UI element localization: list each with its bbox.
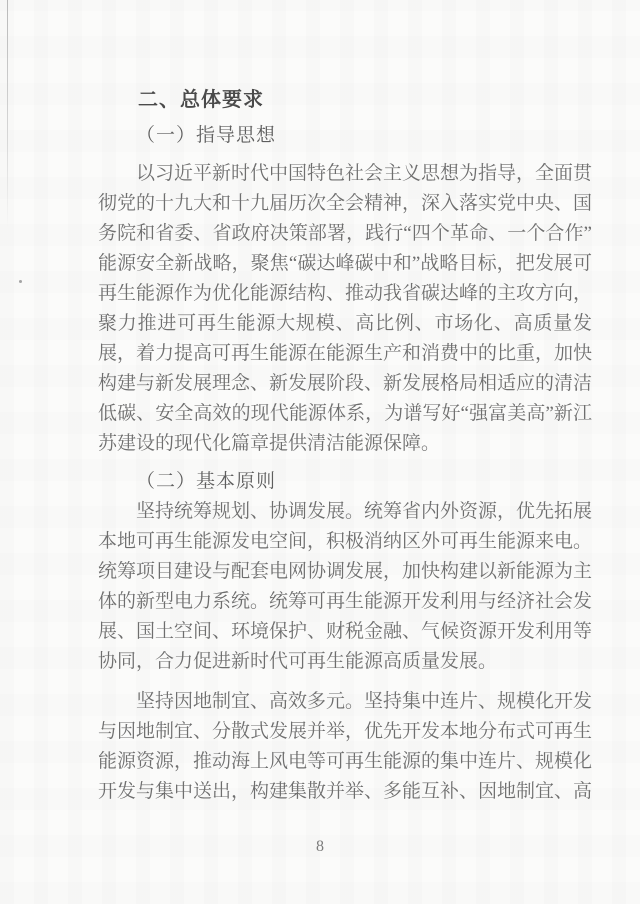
section-heading: 二、总体要求 (138, 89, 264, 111)
paragraph-guiding-ideology: 以习近平新时代中国特色社会主义思想为指导，全面贯彻党的十九大和十九届历次全会精神，深入落实党中央、国务院和省委、省政府决策部署，践行“四个革命、一个合作”能源安全新战略，聚焦“碳达峰碳中和”战略目标，把发展可再生能源作为优化能源结构、推动我省碳达峰的主攻方向，聚力推进可再生能源大规模、高比例、市场化、高质量发展，着力提高可再生能源在能源生产和消费中的比重，加快构建与新发展理念、新发展阶段、新发展格局相适应的清洁低碳、安全高效的现代能源体系，为谱写好“强富美高”新江苏建设的现代化篇章提供清洁能源保障。 (98, 163, 593, 454)
paragraph-principle-local-conditions: 坚持因地制宜、高效多元。坚持集中连片、规模化开发与因地制宜、分散式发展并举，优先开发本地分布式可再生能源资源，推动海上风电等可再生能源的集中连片、规模化开发与集中送出，构建集散并举、多能互补、因地制宜、高 (98, 691, 593, 802)
paragraph-principle-coordinated-development: 坚持统筹规划、协调发展。统筹省内外资源，优先拓展本地可再生能源发电空间，积极消纳区外可再生能源来电。统筹项目建设与配套电网协调发展，加快构建以新能源为主体的新型电力系统。统筹可再生能源开发利用与经济社会发展、国土空间、环境保护、财税金融、气候资源开发利用等协同，合力促进新时代可再生能源高质量发展。 (98, 501, 593, 672)
subsection-heading-guiding-ideology: （一）指导思想 (136, 125, 277, 146)
subsection-heading-basic-principles: （二）基本原则 (136, 471, 277, 492)
scan-speck-artifact (19, 280, 22, 283)
page-number: 8 (316, 838, 324, 855)
scan-edge-artifact-line (7, 0, 8, 228)
document-body (98, 85, 592, 807)
